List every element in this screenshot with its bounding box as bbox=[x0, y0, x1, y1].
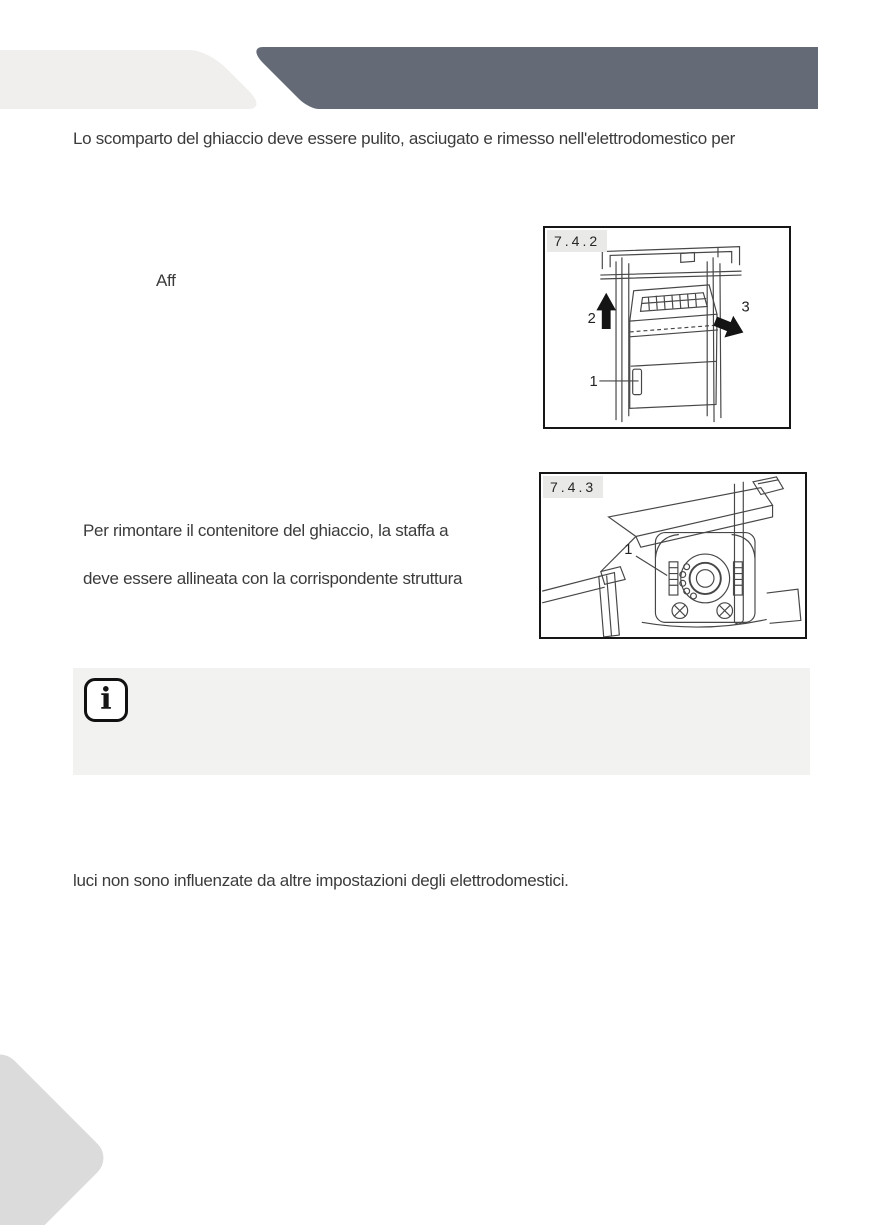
figure-7-4-3-label: 7.4.3 bbox=[543, 476, 603, 498]
ice-container-removal-drawing bbox=[545, 228, 789, 427]
figure-7-4-2-label: 7.4.2 bbox=[547, 230, 607, 252]
header-bar-clip bbox=[200, 47, 818, 109]
callout-1-label: 1 bbox=[624, 542, 633, 559]
remount-line-1: Per rimontare il contenitore del ghiaccio, la staffa a bbox=[83, 521, 449, 540]
text-fragment-aff: Aff bbox=[156, 271, 176, 290]
info-icon bbox=[84, 678, 128, 722]
info-note-box bbox=[73, 668, 810, 775]
callout-3-label: 3 bbox=[741, 299, 750, 316]
callout-1-label: 1 bbox=[589, 373, 598, 390]
freezer-door-frame-drawing bbox=[600, 247, 741, 422]
bracket-alignment-drawing bbox=[541, 474, 805, 637]
lights-paragraph: luci non sono influenzate da altre impostazioni degli elettrodomestici. bbox=[73, 871, 569, 890]
callout-1-leader bbox=[590, 374, 639, 390]
figure-7-4-3 bbox=[539, 472, 807, 639]
callout-2-up-arrow bbox=[588, 293, 616, 329]
callout-2-label: 2 bbox=[587, 311, 596, 328]
bracket-mechanism-drawing bbox=[542, 477, 801, 637]
ice-container-drawing bbox=[630, 285, 718, 409]
info-icon-glyph: i bbox=[100, 682, 112, 717]
remount-line-2: deve essere allineata con la corrispondente struttura bbox=[83, 569, 463, 588]
callout-1-leader bbox=[624, 542, 667, 575]
intro-paragraph: Lo scomparto del ghiaccio deve essere pulito, asciugato e rimesso nell'elettrodomestico per bbox=[73, 129, 735, 148]
bottom-corner-shape bbox=[0, 1046, 112, 1225]
header-bar bbox=[247, 47, 818, 109]
figure-7-4-2 bbox=[543, 226, 791, 429]
